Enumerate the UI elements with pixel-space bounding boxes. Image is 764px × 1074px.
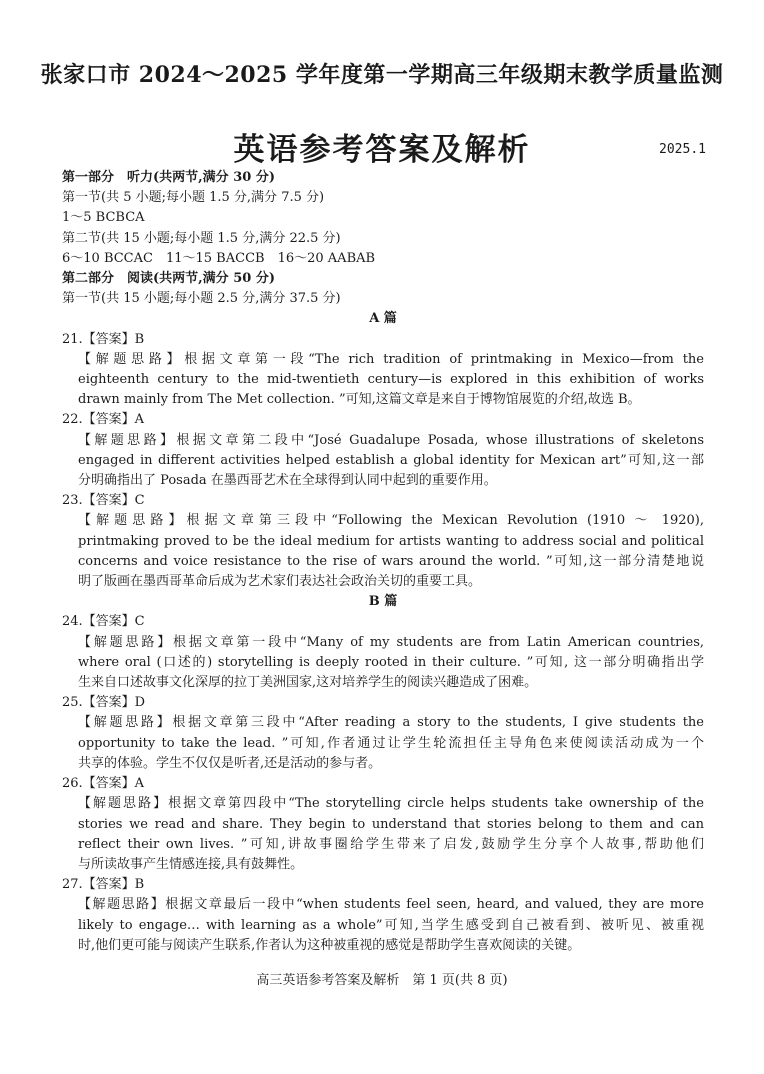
q21-line: drawn mainly from The Met collection. ”可知,这篇文章是来自于博物馆展览的介绍,故选 B。	[78, 392, 641, 408]
page-footer: 高三英语参考答案及解析 第 1 页(共 8 页)	[256, 973, 508, 988]
question-24	[62, 612, 704, 693]
question-27	[62, 875, 704, 956]
q22-line: 【解题思路】根据文章第二段中“José Guadalupe Posada, whose illustrations of skeletons	[78, 432, 704, 448]
part1-answers1: 1～5 BCBCA	[62, 210, 145, 226]
q24-answer: 24.【答案】C	[62, 614, 145, 630]
q21-answer: 21.【答案】B	[62, 331, 145, 347]
q22-line: 分明确指出了 Posada 在墨西哥艺术在全球得到认同中起到的重要作用。	[78, 473, 497, 489]
q23-answer: 23.【答案】C	[62, 493, 145, 509]
q23-line: 【解题思路】根据文章第三段中“Following the Mexican Revolution (1910 ～ 1920),	[78, 513, 704, 529]
q21-line: 【解题思路】根据文章第一段“The rich tradition of printmaking in Mexico—from the	[78, 351, 704, 367]
q27-line: 【解题思路】根据文章最后一段中“when students feel seen, heard, and valued, they are more	[78, 897, 704, 913]
q25-line: 【解题思路】根据文章第三段中“After reading a story to the students, I give students the	[78, 715, 704, 731]
q23-line: 明了版画在墨西哥革命后成为艺术家们表达社会政治关切的重要工具。	[78, 574, 482, 590]
passage-a-label: A 篇	[369, 311, 397, 327]
q24-line: where oral (口述的) storytelling is deeply rooted in their culture. ”可知, 这一部分明确指出学	[78, 654, 704, 670]
q21-line: eighteenth century to the mid-twentieth century—is explored in this exhibition of works	[78, 372, 704, 388]
document-title: 英语参考答案及解析	[233, 132, 531, 168]
question-23	[62, 491, 704, 592]
q26-line: 与所读故事产生情感连接,具有鼓舞性。	[78, 856, 304, 872]
content-body	[62, 168, 704, 956]
passage-b-label: B 篇	[368, 594, 398, 610]
part1-section1: 第一节(共 5 小题;每小题 1.5 分,满分 7.5 分)	[62, 190, 325, 206]
q26-line: 【解题思路】根据文章第四段中“The storytelling circle helps students take ownership of the	[78, 796, 704, 812]
q26-line: reflect their own lives. ”可知,讲故事圈给学生带来了启发,鼓励学生分享个人故事,帮助他们	[78, 836, 704, 852]
q25-line: 共享的体验。学生不仅仅是听者,还是活动的参与者。	[78, 755, 382, 771]
question-25	[62, 693, 704, 774]
q25-line: opportunity to take the lead. ”可知,作者通过让学生轮流担任主导角色来使阅读活动成为一个	[78, 735, 704, 751]
q24-line: 生来自口述故事文化深厚的拉丁美洲国家,这对培养学生的阅读兴趣造成了困难。	[78, 675, 538, 691]
q25-answer: 25.【答案】D	[62, 695, 146, 711]
part1-section2: 第二节(共 15 小题;每小题 1.5 分,满分 22.5 分)	[62, 230, 341, 246]
q26-line: stories we read and share. They begin to understand that stories belong to them and can	[78, 816, 704, 832]
part1-heading: 第一部分 听力(共两节,满分 30 分)	[62, 170, 275, 185]
exam-title: 张家口市 2024～2025 学年度第一学期高三年级期末教学质量监测	[40, 62, 724, 88]
q26-answer: 26.【答案】A	[62, 776, 145, 792]
q24-line: 【解题思路】根据文章第一段中“Many of my students are from Latin American countries,	[78, 634, 704, 650]
q22-line: engaged in different activities helped establish a global identity for Mexican art”可知,这一部	[78, 452, 704, 468]
question-21	[62, 330, 704, 411]
q23-line: concerns and voice resistance to the rise of wars around the world. ”可知,这一部分清楚地说	[78, 553, 704, 569]
question-22	[62, 410, 704, 491]
q27-answer: 27.【答案】B	[62, 877, 145, 893]
document-date: 2025.1	[659, 142, 706, 157]
part2-heading: 第二部分 阅读(共两节,满分 50 分)	[62, 271, 275, 287]
q27-line: 时,他们更可能与阅读产生联系,作者认为这种被重视的感觉是帮助学生喜欢阅读的关键。	[78, 937, 581, 953]
question-26	[62, 774, 704, 875]
q27-line: likely to engage… with learning as a whole”可知,当学生感受到自己被看到、被听见、被重视	[78, 917, 704, 933]
q22-answer: 22.【答案】A	[62, 412, 145, 428]
part1-answers2: 6～10 BCCAC 11～15 BACCB 16～20 AABAB	[62, 250, 376, 266]
part2-section1: 第一节(共 15 小题;每小题 2.5 分,满分 37.5 分)	[62, 291, 341, 307]
q23-line: printmaking proved to be the ideal medium for artists wanting to address social and political	[78, 533, 704, 549]
